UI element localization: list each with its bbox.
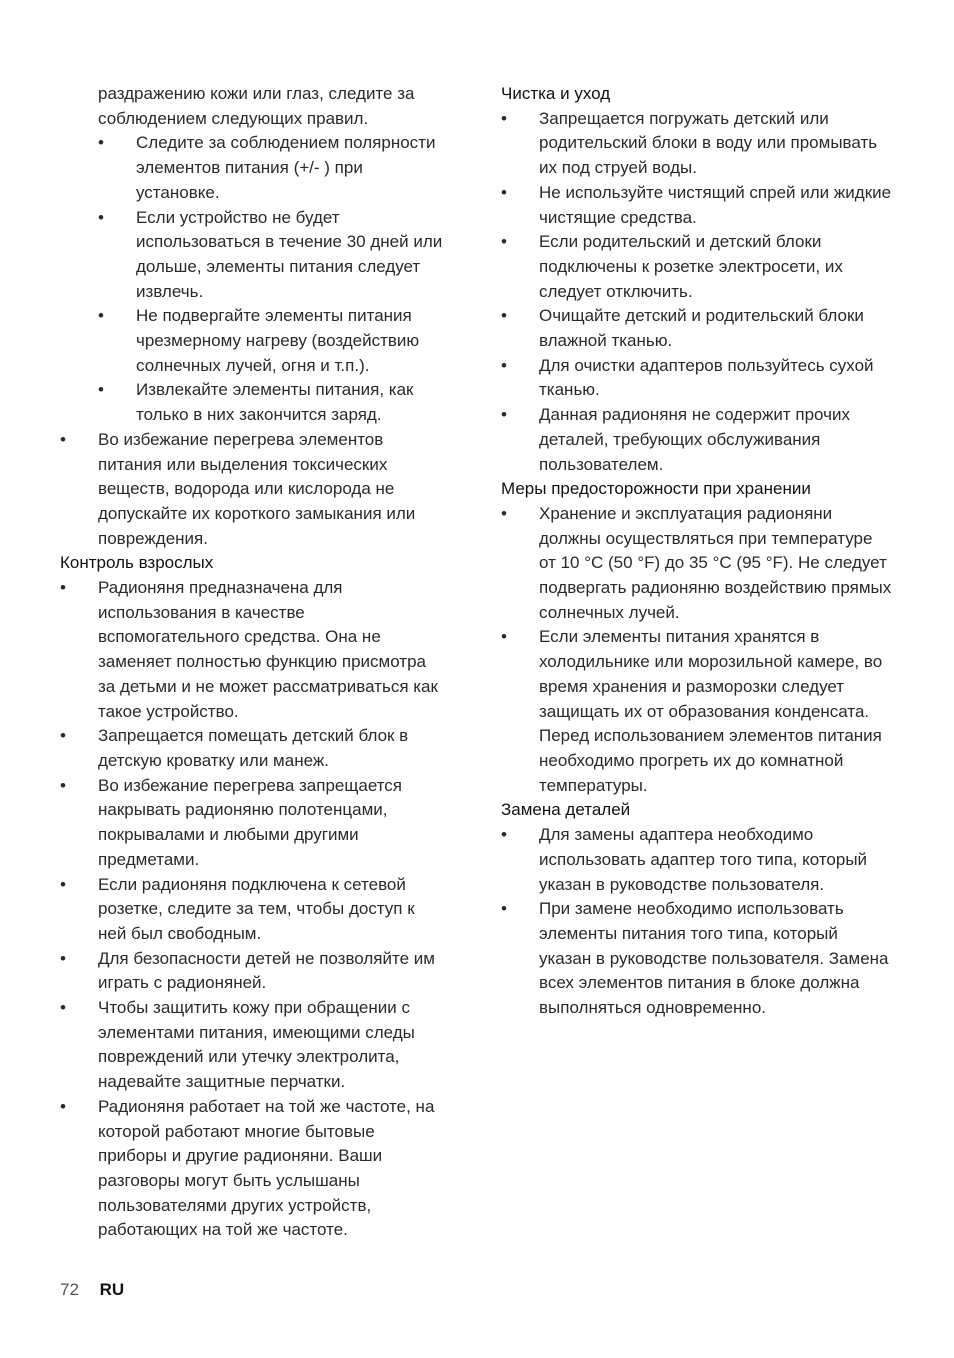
intro-paragraph: раздражению кожи или глаз, следите за соблюдением следующих правил. — [98, 84, 415, 128]
section-title-replacement: Замена деталей — [501, 800, 631, 820]
list-item: • Следите за соблюдением полярности элементов питания (+/- ) при установке. — [98, 131, 445, 205]
list-item: • Во избежание перегрева элементов питания или выделения токсических веществ, водорода или кислорода не допускайте их короткого замыкания или повреждения. — [60, 428, 445, 552]
list-item: • Если устройство не будет использоваться в течение 30 дней или дольше, элементы питания следует извлечь. — [98, 206, 445, 305]
list-item: • При замене необходимо использовать элементы питания того типа, который указан в руководстве пользователя. Замена всех элементов питания в блоке должна выполняться одновременно. — [501, 897, 893, 1021]
list-item: • Чтобы защитить кожу при обращении с элементами питания, имеющими следы повреждений или утечку электролита, надевайте защитные перчатки. — [60, 996, 445, 1095]
section-title-adult-control: Контроль взрослых — [60, 553, 214, 573]
list-item: • Хранение и эксплуатация радионяни должны осуществляться при температуре от 10 °C (50 °F) до 35 °C (95 °F). Не следует подвергать радионяню воздействию прямых солнечных лучей. — [501, 502, 893, 626]
list-item: • Не используйте чистящий спрей или жидкие чистящие средства. — [501, 181, 893, 230]
battery-sub-list — [60, 131, 445, 427]
section-title-storage: Меры предосторожности при хранении — [501, 479, 811, 499]
list-item: • Для замены адаптера необходимо использовать адаптер того типа, который указан в руководстве пользователя. — [501, 823, 893, 897]
list-item: • Не подвергайте элементы питания чрезмерному нагреву (воздействию солнечных лучей, огня и т.п.). — [98, 304, 445, 378]
list-item: • Радионяня предназначена для использования в качестве вспомогательного средства. Она не заменяет полностью функцию присмотра за детьми и не может рассматриваться как такое устройство. — [60, 576, 445, 724]
left-column — [60, 82, 445, 1243]
right-column — [501, 82, 893, 1021]
page-number: 72 — [60, 1280, 79, 1299]
list-item: • Извлекайте элементы питания, как только в них закончится заряд. — [98, 378, 445, 427]
cleaning-list — [501, 107, 893, 478]
list-item: • Очищайте детский и родительский блоки влажной тканью. — [501, 304, 893, 353]
replacement-list — [501, 823, 893, 1021]
adult-control-list — [60, 576, 445, 1243]
list-item: • Если элементы питания хранятся в холодильнике или морозильной камере, во время хранения и разморозки следует защищать их от образования конденсата. Перед использованием элементов питания необходимо прогреть их до комнатной температуры. — [501, 625, 893, 798]
page-footer — [60, 1278, 124, 1303]
list-item: • Запрещается помещать детский блок в детскую кроватку или манеж. — [60, 724, 445, 773]
list-item: • Для очистки адаптеров пользуйтесь сухой тканью. — [501, 354, 893, 403]
list-item: • Если родительский и детский блоки подключены к розетке электросети, их следует отключить. — [501, 230, 893, 304]
list-item: • Запрещается погружать детский или родительский блоки в воду или промывать их под струей воды. — [501, 107, 893, 181]
storage-list — [501, 502, 893, 798]
language-code: RU — [99, 1280, 125, 1299]
list-item: • Радионяня работает на той же частоте, на которой работают многие бытовые приборы и другие радионяни. Ваши разговоры могут быть услышаны пользователями других устройств, работающих на той же частоте. — [60, 1095, 445, 1243]
list-item: • Данная радионяня не содержит прочих деталей, требующих обслуживания пользователем. — [501, 403, 893, 477]
battery-list — [60, 428, 445, 552]
section-title-cleaning: Чистка и уход — [501, 84, 611, 103]
list-item: • Если радионяня подключена к сетевой розетке, следите за тем, чтобы доступ к ней был свободным. — [60, 873, 445, 947]
list-item: • Во избежание перегрева запрещается накрывать радионяню полотенцами, покрывалами и любыми другими предметами. — [60, 774, 445, 873]
list-item: • Для безопасности детей не позволяйте им играть с радионяней. — [60, 947, 445, 996]
